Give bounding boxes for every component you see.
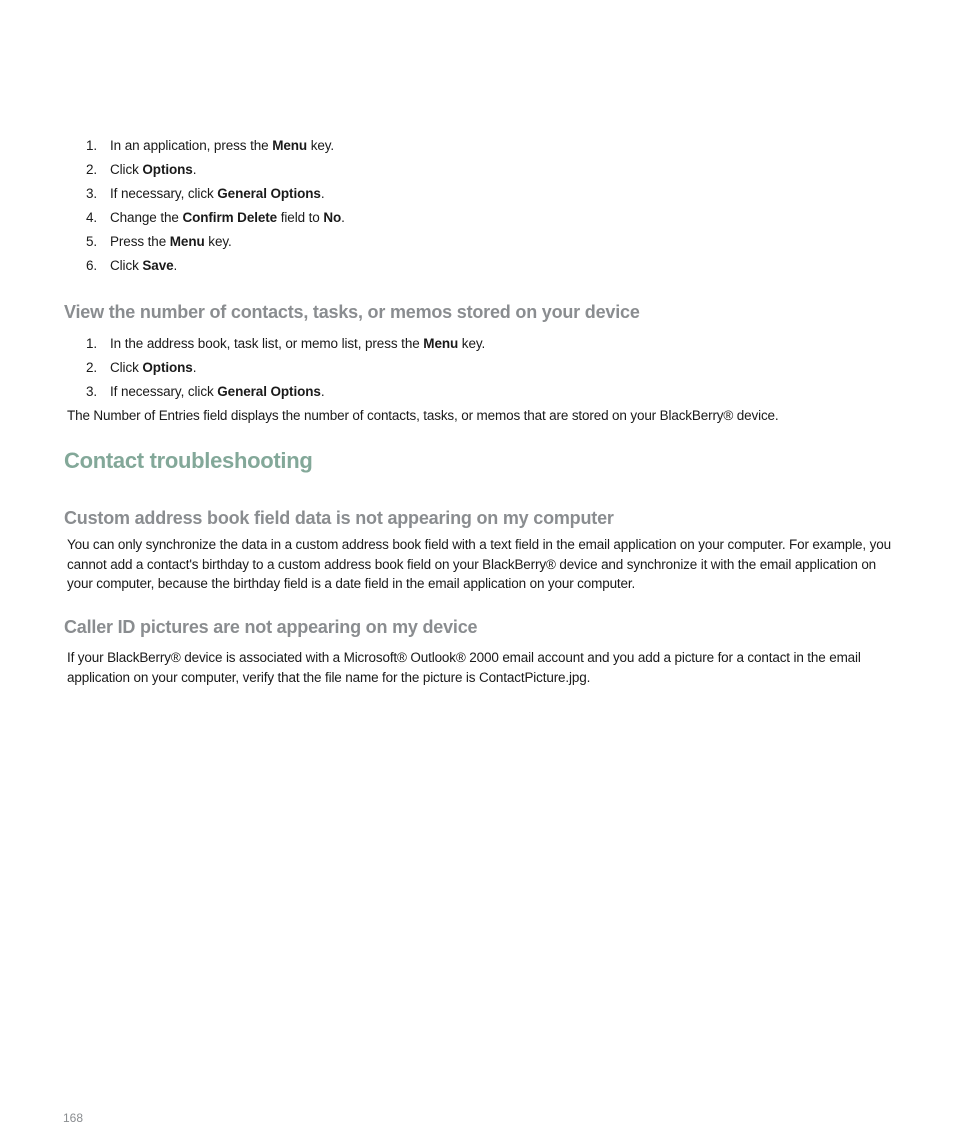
paragraph-custom-field: You can only synchronize the data in a custom address book field with a text field in the email application on your computer. For example, you cannot add a contact's birthday to a custom address book field on your BlackBerry® device and synchronize it with the email application on your computer, because the birthday field is a date field in the email application on your computer. [67, 537, 891, 591]
section-heading-contact-troubleshooting: Contact troubleshooting [64, 448, 313, 473]
list-item: 2. Click Options. [86, 360, 197, 375]
paragraph-number-of-entries: The Number of Entries field displays the number of contacts, tasks, or memos that are stored on your BlackBerry® device. [67, 408, 779, 423]
list-item: 1. In the address book, task list, or memo list, press the Menu key. [86, 336, 486, 351]
list-item: 1. In an application, press the Menu key. [86, 138, 335, 153]
page-number: 168 [63, 1111, 84, 1125]
list-item: 6. Click Save. [86, 258, 178, 273]
steps-list-view-number [86, 332, 485, 404]
list-item: 2. Click Options. [86, 162, 197, 177]
section-heading-custom-field: Custom address book field data is not appearing on my computer [64, 508, 614, 528]
steps-list-confirm-delete [86, 134, 345, 278]
section-heading-caller-id: Caller ID pictures are not appearing on my device [64, 617, 478, 637]
paragraph-caller-id: If your BlackBerry® device is associated with a Microsoft® Outlook® 2000 email account and you add a picture for a contact in the email application on your computer, verify that the file name for the picture is ContactPicture.jpg. [67, 650, 861, 685]
section-heading-view-number: View the number of contacts, tasks, or memos stored on your device [64, 302, 640, 322]
list-item: 4. Change the Confirm Delete field to No. [86, 210, 345, 225]
list-item: 3. If necessary, click General Options. [86, 384, 325, 399]
list-item: 5. Press the Menu key. [86, 234, 232, 249]
list-item: 3. If necessary, click General Options. [86, 186, 325, 201]
